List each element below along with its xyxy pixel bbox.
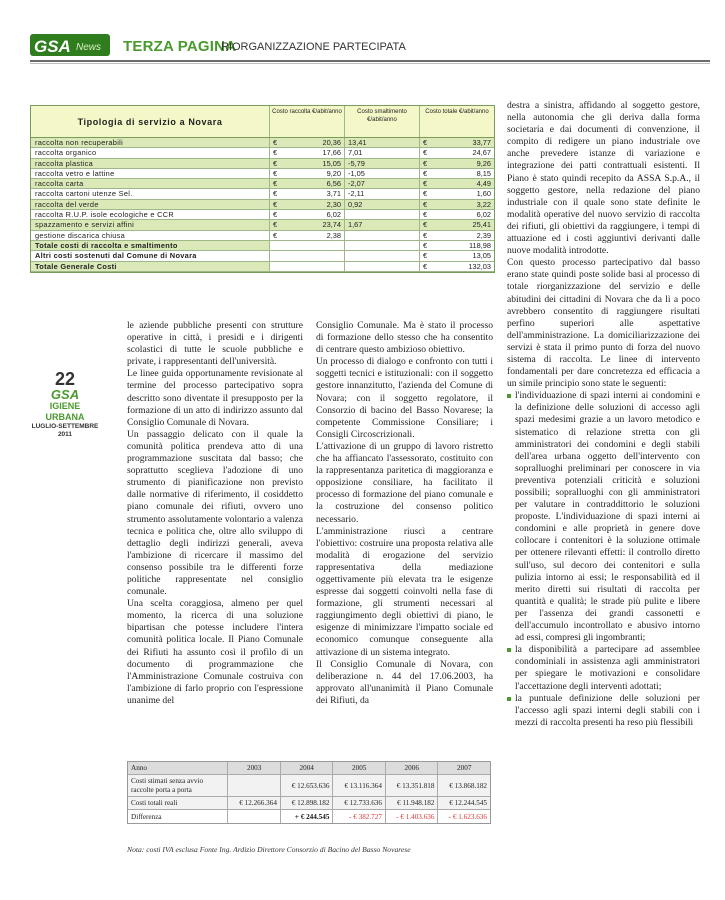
paragraph: Consiglio Comunale. Ma è stato il processo di formazione dello stesso che ha consentito di centrare questo ambizioso obiettivo. xyxy=(316,320,493,356)
total-cost xyxy=(419,200,494,209)
text-column-3 xyxy=(507,100,700,729)
year-cell: 2003 xyxy=(227,762,280,774)
table-row xyxy=(128,797,490,810)
year-cell: 2004 xyxy=(280,762,333,774)
bullet-item: l'individuazione di spazi interni ai condomini e la definizione delle soluzioni di accesso agli spazi medesimi grazie a un lavoro metodico e sistematico di relazione stretta con gli amministratori dei condomini e degli stabili dell'area urbana oggetto dell'intervento con sopralluoghi preliminari per conoscere in via preventiva potenziali criticità e soluzioni possibili; sopralluoghi con gli amministratori per valutare in contraddittorio le soluzioni proposte. L'individuazione di spazi interni ai condomini e alle proprietà in genere dove collocare i contenitori è la soluzione ottimale per ottenere rilevanti effetti: il controllo diretto sull'uso, sul decoro dei contenitori e sulla pulizia intorno ai essi; le responsabilità ed il merito diretti sui risultati di raccolta per quantità e qualità; le strade più pulite e libere per l'assenza dei grandi cassonetti e dell'accumulo incontrollato e abusivo intorno ad essi, compresi gli ingombranti; xyxy=(507,390,700,644)
service-label: raccolta cartoni utenze Sel. xyxy=(35,189,133,199)
disposal-cost: 13,41 xyxy=(344,138,419,147)
table-row xyxy=(31,179,494,189)
cell-value: 20,36 xyxy=(322,138,341,147)
table-cell: € 12.653.636 xyxy=(280,775,333,796)
cell-value: 6,02 xyxy=(476,210,491,220)
currency-symbol: € xyxy=(273,199,278,209)
disposal-cost: -1,05 xyxy=(344,169,419,178)
year-cell: 2006 xyxy=(385,762,438,774)
total-cost xyxy=(419,169,494,178)
service-label: raccolta organico xyxy=(35,148,97,158)
disposal-cost: -2,11 xyxy=(344,189,419,198)
cell-value: 15,05 xyxy=(322,158,341,168)
total-cost xyxy=(419,159,494,168)
table-row xyxy=(128,775,490,797)
total-cost xyxy=(419,138,494,147)
currency-symbol: € xyxy=(273,179,278,189)
totals-value xyxy=(419,241,494,250)
bullet-item: la disponibilità a partecipare ad assemblee condominiali in assistenza agli amministratori per spiegare le motivazioni e consolidare l'accettazione degli interventi adottati; xyxy=(507,644,700,692)
cost-table-header xyxy=(31,106,494,138)
paragraph: Il Consiglio Comunale di Novara, con deliberazione n. 44 del 17.06.2003, ha approvato all'unanimità il Piano Comunale dei Rifiuti, da xyxy=(316,658,493,706)
currency-symbol: € xyxy=(423,230,428,240)
currency-symbol: € xyxy=(423,210,428,220)
table-row xyxy=(31,138,494,148)
currency-symbol: € xyxy=(423,240,428,250)
logo-sub: News xyxy=(76,42,102,53)
totals-row xyxy=(31,262,494,272)
disposal-cost: 7,01 xyxy=(344,148,419,157)
total-cost xyxy=(419,189,494,198)
currency-symbol: € xyxy=(423,179,428,189)
table-cell: € 12.244.545 xyxy=(437,797,490,809)
disposal-cost: -5,79 xyxy=(344,159,419,168)
table-row xyxy=(31,148,494,158)
paragraph: le aziende pubbliche presenti con strutture operative in città, i presidi e i dirigenti scolastici di tutte le scuole pubbliche e private, i rappresentanti dell'università. xyxy=(127,320,303,368)
issue-date: LUGLIO-SETTEMBRE 2011 xyxy=(31,423,99,438)
total-cost xyxy=(419,231,494,240)
currency-symbol: € xyxy=(273,138,278,147)
col-header-total: Costo totale €/abit/anno xyxy=(419,106,494,137)
cell-value: 2,30 xyxy=(326,199,341,209)
col-header-service: Tipologia di servizio a Novara xyxy=(77,116,223,127)
service-label: raccolta del verde xyxy=(35,199,99,209)
paragraph: Con questo processo partecipativo dal basso erano state quindi poste solide basi al processo di totale riorganizzazione del servizio e delle abitudini dei cittadini di Novara che da lì a poco avrebbero consentito di raggiungere risultati perfino superiori alle aspettative dell'amministrazione. La domiciliarizzazione dei servizi è stata il primo punto di forza del nuovo sistema di raccolta. Le linee di intervento fondamentali per dare concretezza ed efficacia a un simile principio sono state le seguenti: xyxy=(507,257,700,390)
cell-value: 9,26 xyxy=(476,158,491,168)
service-label: gestione discarica chiusa xyxy=(35,230,126,240)
cell-value: 23,74 xyxy=(322,220,341,230)
issue-badge xyxy=(30,370,100,439)
collection-cost xyxy=(269,138,344,147)
cell-value: 2,39 xyxy=(476,230,491,240)
difference-negative: - € 1.623.636 xyxy=(437,810,490,823)
paragraph: Un processo di dialogo e confronto con tutti i soggetti tecnici e istituzionali: con il soggetto gestore innanzitutto, l'azienda del Comune di Novara; con il soggetto regolatore, il Consorzio di bacino del Basso Novarese; la competente Commissione Consiliare; i Consigli Circoscrizionali. xyxy=(316,356,493,440)
disposal-cost: 1,67 xyxy=(344,220,419,229)
header-divider xyxy=(30,60,710,62)
cell-value: 4,49 xyxy=(476,179,491,189)
text-column-1 xyxy=(127,320,303,707)
table-row xyxy=(31,231,494,241)
service-label: raccolta vetro e lattine xyxy=(35,168,115,178)
currency-symbol: € xyxy=(423,189,428,199)
currency-symbol: € xyxy=(423,168,428,178)
bullet-item: la puntuale definizione delle soluzioni per l'accesso agli spazi interni degli stabili con i mezzi di raccolta presenti ha reso più flessibili xyxy=(507,693,700,729)
empty-cell xyxy=(344,241,419,250)
disposal-cost xyxy=(344,210,419,219)
section-title: TERZA PAGINA xyxy=(123,38,237,55)
totals-label: Altri costi sostenuti dal Comune di Novara xyxy=(35,251,197,261)
empty-cell xyxy=(344,262,419,271)
currency-symbol: € xyxy=(273,210,278,220)
totals-value xyxy=(419,251,494,260)
gsa-news-logo xyxy=(30,32,110,58)
paragraph: L'amministrazione riuscì a centrare l'obiettivo: costruire una proposta relativa alle modalità di erogazione del servizio rappresentativa della mediazione oggettivamente più elevata tra le esigenze espresse dai soggetti coinvolti nella fase di formazione, gli strumenti necessari al raggiungimento degli obiettivi di piano, le esigenze di minimizzare l'impatto sociale ed economico comunque conseguente alla attivazione di un sistema integrato. xyxy=(316,525,493,658)
currency-symbol: € xyxy=(273,220,278,230)
currency-symbol: € xyxy=(423,220,428,230)
table-cell: € 12.266.364 xyxy=(227,797,280,809)
section-subtitle: RIORGANIZZAZIONE PARTECIPATA xyxy=(221,41,406,53)
table-cell: € 13.868.182 xyxy=(437,775,490,796)
empty-cell xyxy=(269,251,344,260)
service-label: spazzamento e servizi affini xyxy=(35,220,135,230)
row-label: Costi totali reali xyxy=(131,799,178,807)
paragraph: L'attivazione di un gruppo di lavoro ristretto che ha affiancato l'assessorato, costituito con la rappresentanza paritetica di maggioranza e opposizione consiliare, ha facilitato il processo di formazione del piano comunale e la costruzione del consenso politico necessario. xyxy=(316,440,493,525)
row-label: Differenza xyxy=(131,812,162,821)
cell-value: 8,15 xyxy=(476,168,491,178)
header-divider-thin xyxy=(30,63,710,64)
magazine-name: IGIENE URBANA xyxy=(45,401,85,422)
empty-cell xyxy=(269,262,344,271)
totals-row xyxy=(31,251,494,261)
service-label: raccolta plastica xyxy=(35,158,94,168)
year-cell: 2007 xyxy=(437,762,490,774)
table-cell: € 13.351.818 xyxy=(385,775,438,796)
service-label: raccolta carta xyxy=(35,179,84,189)
table-note: Nota: costi IVA esclusa Fonte Ing. Ardizio Direttore Consorzio di Bacino del Basso Novarese xyxy=(127,845,411,854)
collection-cost xyxy=(269,169,344,178)
total-cost xyxy=(419,220,494,229)
cost-table xyxy=(30,105,495,273)
totals-label: Totale costi di raccolta e smaltimento xyxy=(35,240,178,250)
service-label: raccolta R.U.P. isole ecologiche e CCR xyxy=(35,210,175,220)
total-cost xyxy=(419,210,494,219)
cell-value: 24,67 xyxy=(472,148,491,158)
cell-value: 3,71 xyxy=(326,189,341,199)
cell-value: 2,38 xyxy=(326,230,341,240)
service-label: raccolta non recuperabili xyxy=(35,138,124,147)
cost-difference-table xyxy=(127,761,491,824)
currency-symbol: € xyxy=(273,168,278,178)
collection-cost xyxy=(269,189,344,198)
cell-value: 13,05 xyxy=(472,251,491,261)
year-label: Anno xyxy=(131,764,147,772)
cell-value: 6,56 xyxy=(326,179,341,189)
paragraph: Le linee guida opportunamente revisionate al termine del processo partecipativo sopra descritto sono diventate il presupposto per la formazione di un atto di indirizzo assunto dal Consiglio Comunale di Novara. xyxy=(127,368,303,428)
cell-value: 1,60 xyxy=(476,189,491,199)
empty-cell xyxy=(269,241,344,250)
collection-cost xyxy=(269,231,344,240)
row-label: Costi stimati senza avvio raccolte porta a porta xyxy=(131,776,204,794)
paragraph: Una scelta coraggiosa, almeno per quel momento, la ricerca di una soluzione bipartisan che potesse includere l'intera comunità politica locale. Il Piano Comunale dei Rifiuti ha assunto così il profilo di un documento di programmazione che l'Amministrazione Comunale costruiva con l'ambizione di farlo proprio con l'espressione unanime del xyxy=(127,598,303,706)
cost-table-body xyxy=(31,138,494,272)
currency-symbol: € xyxy=(423,261,428,271)
currency-symbol: € xyxy=(273,189,278,199)
page-number: 22 xyxy=(54,369,76,389)
table-row xyxy=(31,169,494,179)
currency-symbol: € xyxy=(423,251,428,261)
totals-label: Totale Generale Costi xyxy=(35,261,117,271)
cell-value: 118,98 xyxy=(468,240,491,250)
magazine-short-name: GSA xyxy=(50,387,80,402)
paragraph: destra a sinistra, affidando al soggetto gestore, nella autonomia che gli deriva dalla forma societaria e dai documenti di convenzione, il compito di redigere un piano industriale ove anche prevedere istanze di variazione e integrazione dei patti contrattuali esistenti. Il Piano è stato quindi recepito da ASSA S.p.A., il soggetto gestore, nella redazione del piano industriale con il quale sono state definite le modalità operative del nuovo servizio di raccolta dei rifiuti, gli obiettivi da raggiungere, i tempi di attuazione ed i costi aggiuntivi derivanti dalle nuove modalità introdotte. xyxy=(507,100,700,257)
table-row xyxy=(128,810,490,823)
difference-negative: - € 382.727 xyxy=(332,810,385,823)
disposal-cost: -2,07 xyxy=(344,179,419,188)
currency-symbol: € xyxy=(423,158,428,168)
year-cell: 2005 xyxy=(332,762,385,774)
currency-symbol: € xyxy=(423,148,428,158)
table-row xyxy=(31,200,494,210)
collection-cost xyxy=(269,200,344,209)
table-row xyxy=(31,210,494,220)
total-cost xyxy=(419,179,494,188)
cell-value: 3,22 xyxy=(476,199,491,209)
logo-main: GSA xyxy=(34,37,71,56)
cell-value: 6,02 xyxy=(326,210,341,220)
table-cell: € 12.898.182 xyxy=(280,797,333,809)
currency-symbol: € xyxy=(423,138,428,147)
collection-cost xyxy=(269,148,344,157)
table-cell xyxy=(227,775,280,796)
table-cell: € 13.116.364 xyxy=(332,775,385,796)
collection-cost xyxy=(269,220,344,229)
table-row xyxy=(31,189,494,199)
col-header-disposal: Costo smaltimento €/abit/anno xyxy=(344,106,419,137)
total-cost xyxy=(419,148,494,157)
totals-row xyxy=(31,241,494,251)
empty-cell xyxy=(344,251,419,260)
table-row xyxy=(31,159,494,169)
cell-value: 25,41 xyxy=(472,220,491,230)
cell-value: 17,66 xyxy=(322,148,341,158)
currency-symbol: € xyxy=(273,158,278,168)
totals-value xyxy=(419,262,494,271)
text-column-2 xyxy=(316,320,493,707)
difference-negative: - € 1.403.636 xyxy=(385,810,438,823)
col-header-collection: Costo raccolta €/abit/anno xyxy=(269,106,344,137)
table-cell: € 11.948.182 xyxy=(385,797,438,809)
collection-cost xyxy=(269,159,344,168)
collection-cost xyxy=(269,179,344,188)
difference-positive: + € 244.545 xyxy=(280,810,333,823)
cell-value: 9,20 xyxy=(326,168,341,178)
cell-value: 33,77 xyxy=(472,138,491,147)
currency-symbol: € xyxy=(273,148,278,158)
table-row xyxy=(31,220,494,230)
table-header-row xyxy=(128,762,490,775)
currency-symbol: € xyxy=(423,199,428,209)
collection-cost xyxy=(269,210,344,219)
table-cell: € 12.733.636 xyxy=(332,797,385,809)
disposal-cost xyxy=(344,231,419,240)
cell-value: 132,03 xyxy=(468,261,491,271)
currency-symbol: € xyxy=(273,230,278,240)
paragraph: Un passaggio delicato con il quale la comunità politica prendeva atto di una programmazione suscitata dal basso; che soprattutto sceglieva l'adozione di uno strumento di pianificazione non previsto dalle normative di riferimento, il cosiddetto piano comunale dei rifiuti, ovvero uno strumento assolutamente volontario a valenza tecnica e politica che, oltre allo sviluppo di dettaglio degli indirizzi generali, aveva l'ambizione di ricercare il massimo del consenso possibile tra le differenti forze politiche rappresentate nel consiglio comunale. xyxy=(127,428,303,598)
table-cell xyxy=(227,810,280,823)
disposal-cost: 0,92 xyxy=(344,200,419,209)
